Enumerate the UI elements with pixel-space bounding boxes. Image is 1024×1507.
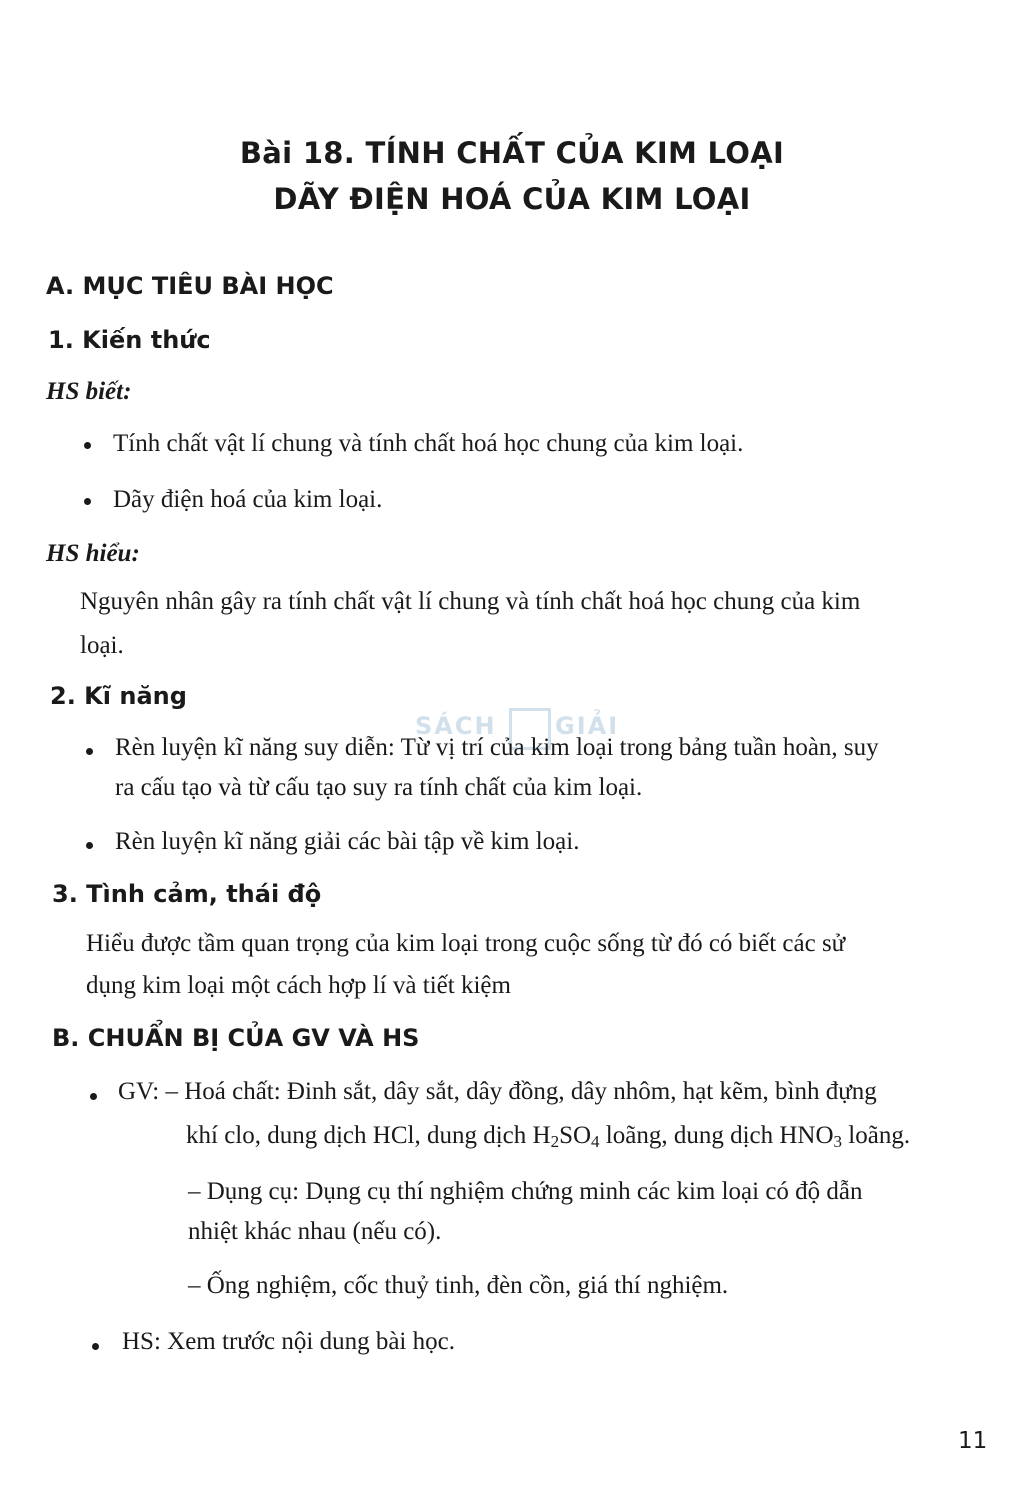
knowledge-heading: 1. Kiến thức	[48, 326, 211, 354]
lesson-title-line2: DÃY ĐIỆN HOÁ CỦA KIM LOẠI	[273, 182, 751, 216]
gv-line-2	[186, 1114, 910, 1158]
hs-preparation: HS: Xem trước nội dung bài học.	[122, 1328, 455, 1355]
bullet-icon	[84, 442, 91, 449]
h2so4-subscript-4: 4	[591, 1132, 600, 1151]
page-number: 11	[958, 1428, 988, 1454]
lesson-title-line1: Bài 18. TÍNH CHẤT CỦA KIM LOẠI	[239, 136, 785, 170]
watermark-right-text: GIẢI	[555, 712, 620, 740]
bullet-icon	[86, 748, 93, 755]
attitude-line-1: Hiểu được tầm quan trọng của kim loại trong cuộc sống từ đó có biết các sử	[86, 930, 846, 957]
gv-line-1: GV: – Hoá chất: Đinh sắt, dây sắt, dây đồng, dây nhôm, hạt kẽm, bình đựng	[118, 1078, 877, 1105]
section-b-heading: B. CHUẨN BỊ CỦA GV VÀ HS	[52, 1024, 420, 1052]
gv-line-2-part-1: khí clo, dung dịch HCl, dung dịch H	[186, 1122, 551, 1149]
gv-line-2-part-4: loãng.	[842, 1122, 911, 1149]
bullet-icon	[90, 1093, 97, 1100]
watermark-left-text: SÁCH	[415, 712, 497, 740]
tools-line-3: – Ống nghiệm, cốc thuỷ tinh, đèn cồn, giá thí nghiệm.	[188, 1272, 729, 1299]
tools-line-2: nhiệt khác nhau (nếu có).	[188, 1218, 442, 1245]
tools-line-1: – Dụng cụ: Dụng cụ thí nghiệm chứng minh các kim loại có độ dẫn	[188, 1178, 863, 1205]
gv-line-2-part-3: loãng, dung dịch HNO	[599, 1122, 834, 1149]
hno3-subscript-3: 3	[833, 1132, 843, 1151]
skill-item-1-line-2: ra cấu tạo và từ cấu tạo suy ra tính chất của kim loại.	[115, 774, 643, 801]
bullet-icon	[84, 498, 91, 505]
understand-line-2: loại.	[80, 632, 124, 659]
hs-understand-label: HS hiểu:	[46, 540, 140, 567]
attitude-heading: 3. Tình cảm, thái độ	[52, 880, 322, 908]
skill-item-2: Rèn luyện kĩ năng giải các bài tập về kim loại.	[115, 828, 580, 855]
skill-item-1-line-1: Rèn luyện kĩ năng suy diễn: Từ vị trí của kim loại trong bảng tuần hoàn, suy	[115, 734, 879, 761]
know-item-2: Dãy điện hoá của kim loại.	[113, 486, 383, 513]
understand-line-1: Nguyên nhân gây ra tính chất vật lí chung và tính chất hoá học chung của kim	[80, 588, 861, 615]
know-item-1: Tính chất vật lí chung và tính chất hoá học chung của kim loại.	[113, 430, 744, 457]
hs-know-label: HS biết:	[46, 378, 132, 405]
bullet-icon	[92, 1343, 99, 1350]
bullet-icon	[86, 842, 93, 849]
attitude-line-2: dụng kim loại một cách hợp lí và tiết kiệm	[86, 972, 511, 999]
h2so4-subscript-2: 2	[550, 1132, 560, 1151]
section-a-heading: A. MỤC TIÊU BÀI HỌC	[46, 272, 334, 300]
gv-line-2-part-2: SO	[559, 1122, 592, 1149]
skills-heading: 2. Kĩ năng	[50, 682, 187, 710]
